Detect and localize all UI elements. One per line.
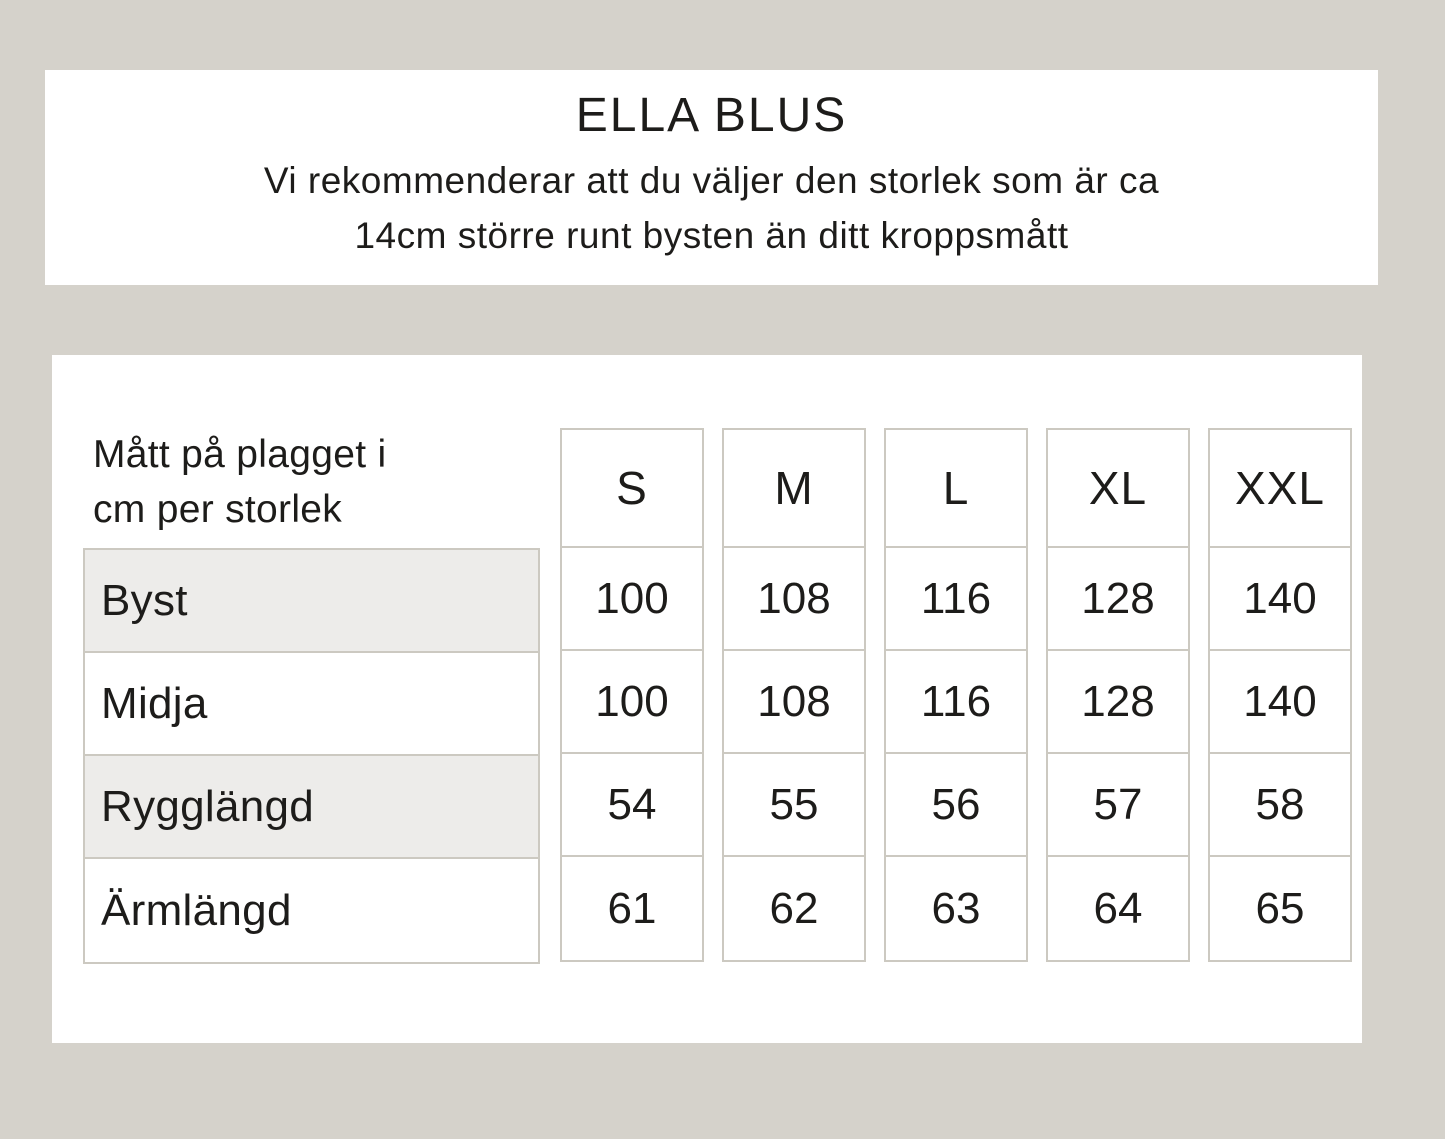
value-cell: 108 bbox=[724, 651, 864, 754]
size-column-l bbox=[884, 428, 1028, 962]
value-cell: 54 bbox=[562, 754, 702, 857]
recommendation-text bbox=[45, 153, 1378, 264]
size-column-xl bbox=[1046, 428, 1190, 962]
size-column-m bbox=[722, 428, 866, 962]
value-cell: 100 bbox=[562, 651, 702, 754]
value-cell: 128 bbox=[1048, 651, 1188, 754]
value-cell: 56 bbox=[886, 754, 1026, 857]
value-cell: 65 bbox=[1210, 857, 1350, 960]
size-column-xxl bbox=[1208, 428, 1352, 962]
value-cell: 140 bbox=[1210, 548, 1350, 651]
value-cell: 63 bbox=[886, 857, 1026, 960]
measurement-row-armlangd: Ärmlängd bbox=[85, 859, 538, 962]
measurement-header-line-1: Mått på plagget i bbox=[93, 432, 387, 476]
recommendation-banner bbox=[45, 70, 1378, 285]
size-header-s: S bbox=[562, 430, 702, 548]
value-cell: 116 bbox=[886, 651, 1026, 754]
size-column-s bbox=[560, 428, 704, 962]
product-title: ELLA BLUS bbox=[575, 89, 848, 142]
size-header-l: L bbox=[886, 430, 1026, 548]
measurement-row-byst: Byst bbox=[85, 550, 538, 653]
measurement-labels-column bbox=[83, 548, 540, 964]
value-cell: 61 bbox=[562, 857, 702, 960]
measurement-column-header bbox=[83, 417, 543, 547]
size-header-m: M bbox=[724, 430, 864, 548]
size-chart-panel bbox=[52, 355, 1362, 1043]
value-cell: 62 bbox=[724, 857, 864, 960]
value-cell: 116 bbox=[886, 548, 1026, 651]
size-header-xl: XL bbox=[1048, 430, 1188, 548]
measurement-row-rygglangd: Rygglängd bbox=[85, 756, 538, 859]
measurement-header-line-2: cm per storlek bbox=[93, 488, 343, 531]
value-cell: 57 bbox=[1048, 754, 1188, 857]
value-cell: 64 bbox=[1048, 857, 1188, 960]
recommendation-line-2: 14cm större runt bysten än ditt kroppsmått bbox=[354, 215, 1069, 257]
value-cell: 58 bbox=[1210, 754, 1350, 857]
size-header-xxl: XXL bbox=[1210, 430, 1350, 548]
value-cell: 100 bbox=[562, 548, 702, 651]
value-cell: 128 bbox=[1048, 548, 1188, 651]
value-cell: 108 bbox=[724, 548, 864, 651]
recommendation-line-1: Vi rekommenderar att du väljer den storlek som är ca bbox=[263, 159, 1160, 201]
measurement-row-midja: Midja bbox=[85, 653, 538, 756]
value-cell: 140 bbox=[1210, 651, 1350, 754]
value-cell: 55 bbox=[724, 754, 864, 857]
